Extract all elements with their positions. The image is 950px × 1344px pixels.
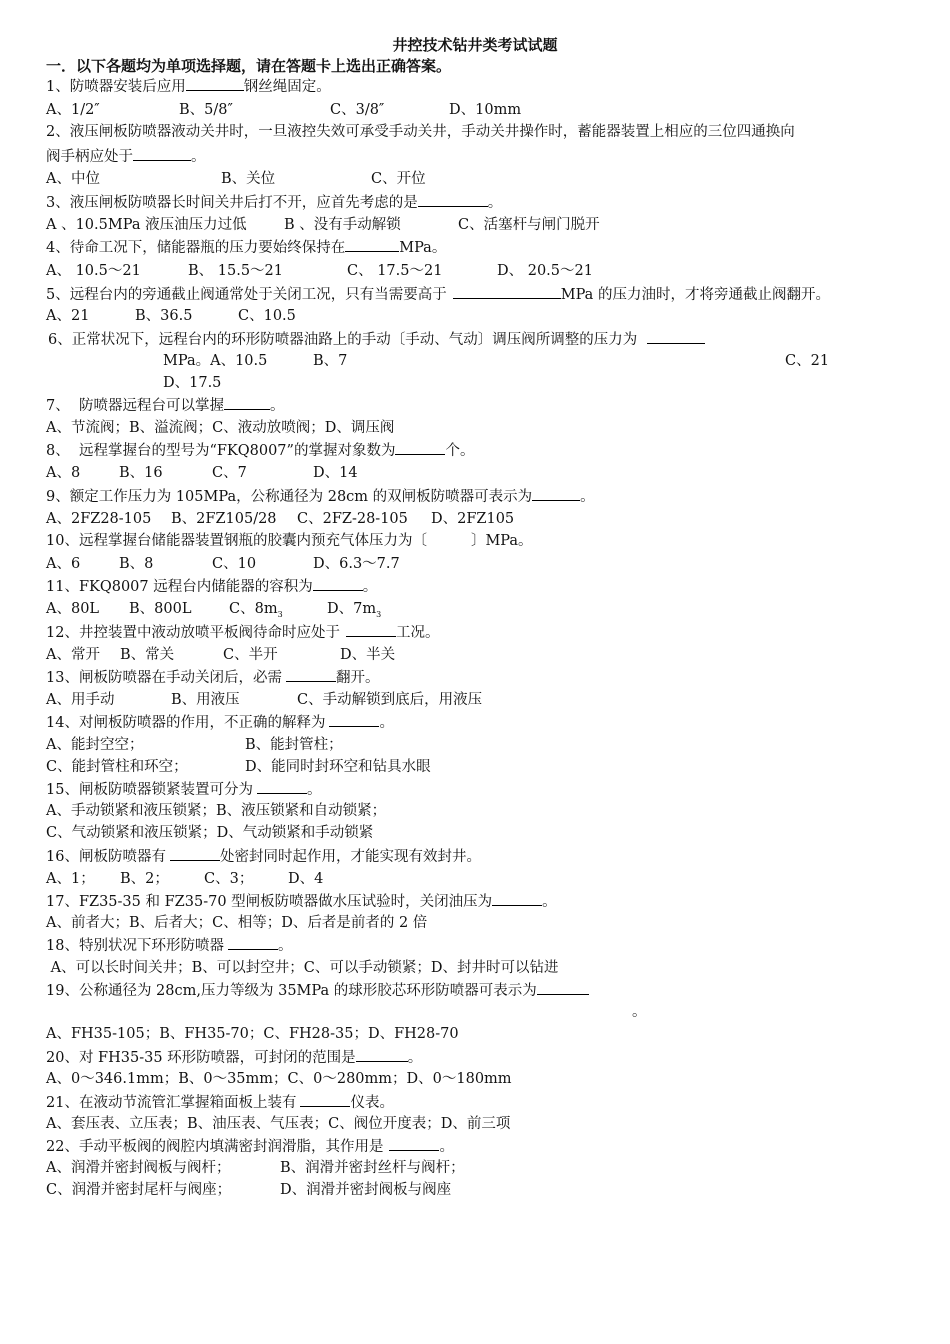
question-14-options-c: C、能封管柱和环空； D、能同时封环空和钻具水眼 bbox=[46, 759, 431, 775]
question-22-options-a: A、润滑并密封阀板与阀杆； B、润滑并密封丝杆与阀杆； bbox=[46, 1160, 465, 1176]
question-12-options: A、常开 B、常关 C、半开 D、半关 bbox=[46, 647, 396, 663]
page-title: 井控技术钻井类考试试题 bbox=[392, 36, 558, 54]
question-10: 10、远程掌握台储能器装置钢瓶的胶囊内预充气体压力为〔 〕MPa。 bbox=[46, 533, 533, 549]
question-1: 1、防喷器安装后应用 钢丝绳固定。 bbox=[46, 76, 331, 97]
question-5-options: A、21 B、36.5 C、10.5 bbox=[46, 308, 296, 324]
question-21: 21、在液动节流管汇掌握箱面板上装有 仪表。 bbox=[46, 1092, 394, 1113]
question-18: 18、特别状况下环形防喷器 。 bbox=[46, 935, 292, 956]
question-9-options: A、2FZ28-105 B、2FZ105/28 C、2FZ-28-105 D、2FZ105 bbox=[46, 511, 515, 527]
question-19: 19、公称通径为 28cm,压力等级为 35MPa 的球形胶芯环形防喷器可表示为 bbox=[46, 980, 589, 1001]
question-4-options: A、 10.5～21 B、 15.5～21 C、 17.5～21 D、 20.5～21 bbox=[46, 263, 593, 279]
question-1-options: A、1/2″ B、5/8″ C、3/8″ D、10mm bbox=[46, 102, 522, 118]
question-3-options: A 、10.5MPa 液压油压力过低 B 、没有手动解锁 C、活塞杆与闸门脱开 bbox=[46, 217, 600, 233]
question-12: 12、井控装置中液动放喷平板阀待命时应处于 工况。 bbox=[46, 622, 439, 643]
question-22: 22、手动平板阀的阀腔内填满密封润滑脂，其作用是 。 bbox=[46, 1136, 454, 1157]
question-4: 4、待命工况下，储能器瓶的压力要始终保持在 MPa。 bbox=[46, 237, 446, 258]
question-20-options: A、0～346.1mm；B、0～35mm；C、0～280mm；D、0～180mm bbox=[46, 1071, 512, 1087]
question-17: 17、FZ35-35 和 FZ35-70 型闸板防喷器做水压试验时，关闭油压为 。 bbox=[46, 891, 557, 912]
answer-blank bbox=[228, 935, 278, 950]
answer-blank bbox=[133, 146, 191, 161]
question-6-cont: MPa。A、10.5 B、7 C、21 bbox=[163, 353, 830, 369]
question-14: 14、对闸板防喷器的作用，不正确的解释为 。 bbox=[46, 712, 394, 733]
answer-blank bbox=[170, 846, 220, 861]
question-15-options-a: A、手动锁紧和液压锁紧；B、液压锁紧和自动锁紧； bbox=[46, 803, 387, 819]
answer-blank bbox=[537, 980, 589, 995]
answer-blank bbox=[492, 891, 542, 906]
question-6: 6、正常状况下，远程台内的环形防喷器油路上的手动〔手动、气动〕调压阀所调整的压力为 bbox=[48, 329, 705, 350]
answer-blank bbox=[286, 667, 336, 682]
question-19-options: A、FH35-105；B、FH35-70；C、FH28-35；D、FH28-70 bbox=[46, 1026, 459, 1042]
question-8: 8、 远程掌握台的型号为“FKQ8007”的掌握对象数为 个。 bbox=[46, 440, 474, 461]
question-14-options-a: A、能封空空； B、能封管柱； bbox=[46, 737, 343, 753]
answer-blank bbox=[224, 395, 270, 410]
answer-blank bbox=[453, 284, 561, 299]
question-11-options: A、80L B、800L C、$8m_3$ D、$7m_3$ bbox=[46, 601, 382, 619]
section-heading: 一．以下各题均为单项选择题，请在答题卡上选出正确答案。 bbox=[46, 57, 452, 75]
question-16-options: A、1； B、2； C、3； D、4 bbox=[46, 871, 324, 887]
question-5: 5、远程台内的旁通截止阀通常处于关闭工况，只有当需要高于 MPa 的压力油时，才将旁通截止阀翻开。 bbox=[46, 284, 830, 305]
question-16: 16、闸板防喷器有 处密封同时起作用，才能实现有效封井。 bbox=[46, 846, 481, 867]
question-13: 13、闸板防喷器在手动关闭后，必需 翻开。 bbox=[46, 667, 379, 688]
question-7: 7、 防喷器远程台可以掌握 。 bbox=[46, 395, 284, 416]
answer-blank bbox=[186, 76, 244, 91]
question-7-options: A、节流阀；B、溢流阀；C、液动放喷阀；D、调压阀 bbox=[46, 420, 395, 436]
answer-blank bbox=[346, 622, 396, 637]
question-2: 2、液压闸板防喷器液动关井时，一旦液控失效可承受手动关井，手动关井操作时，蓄能器装置上相应的三位四通换向 bbox=[46, 124, 795, 140]
question-19-end: 。 bbox=[632, 1004, 647, 1020]
answer-blank bbox=[389, 1136, 439, 1151]
question-2-options: A、中位 B、关位 C、开位 bbox=[46, 171, 426, 187]
question-17-options: A、前者大；B、后者大；C、相等；D、后者是前者的 2 倍 bbox=[46, 915, 428, 931]
question-21-options: A、套压表、立压表；B、油压表、气压表；C、阀位开度表；D、前三项 bbox=[46, 1116, 511, 1132]
answer-blank bbox=[345, 237, 399, 252]
answer-blank bbox=[647, 329, 705, 344]
question-15: 15、闸板防喷器锁紧装置可分为 。 bbox=[46, 779, 321, 800]
question-18-options: A、可以长时间关井；B、可以封空井；C、可以手动锁紧；D、封井时可以钻进 bbox=[46, 960, 559, 976]
answer-blank bbox=[257, 779, 307, 794]
question-3: 3、液压闸板防喷器长时间关井后打不开，应首先考虑的是 。 bbox=[46, 192, 502, 213]
question-10-options: A、6 B、8 C、10 D、6.3～7.7 bbox=[46, 556, 400, 572]
question-13-options: A、用手动 B、用液压 C、手动解锁到底后，用液压 bbox=[46, 692, 483, 708]
answer-blank bbox=[313, 576, 363, 591]
question-2-cont: 阀手柄应处于 。 bbox=[46, 146, 206, 167]
answer-blank bbox=[329, 712, 379, 727]
question-15-options-c: C、气动锁紧和液压锁紧；D、气动锁紧和手动锁紧 bbox=[46, 825, 374, 841]
question-6-options: D、17.5 bbox=[163, 375, 222, 391]
question-11: 11、FKQ8007 远程台内储能器的容积为 。 bbox=[46, 576, 377, 597]
question-9: 9、额定工作压力为 105MPa，公称通径为 28cm 的双闸板防喷器可表示为 。 bbox=[46, 486, 595, 507]
question-8-options: A、8 B、16 C、7 D、14 bbox=[46, 465, 358, 481]
answer-blank bbox=[532, 486, 580, 501]
answer-blank bbox=[418, 192, 488, 207]
answer-blank bbox=[356, 1047, 408, 1062]
question-22-options-c: C、润滑并密封尾杆与阀座； D、润滑并密封阀板与阀座 bbox=[46, 1182, 452, 1198]
answer-blank bbox=[300, 1092, 350, 1107]
answer-blank bbox=[395, 440, 445, 455]
question-20: 20、对 FH35-35 环形防喷器，可封闭的范围是 。 bbox=[46, 1047, 422, 1068]
